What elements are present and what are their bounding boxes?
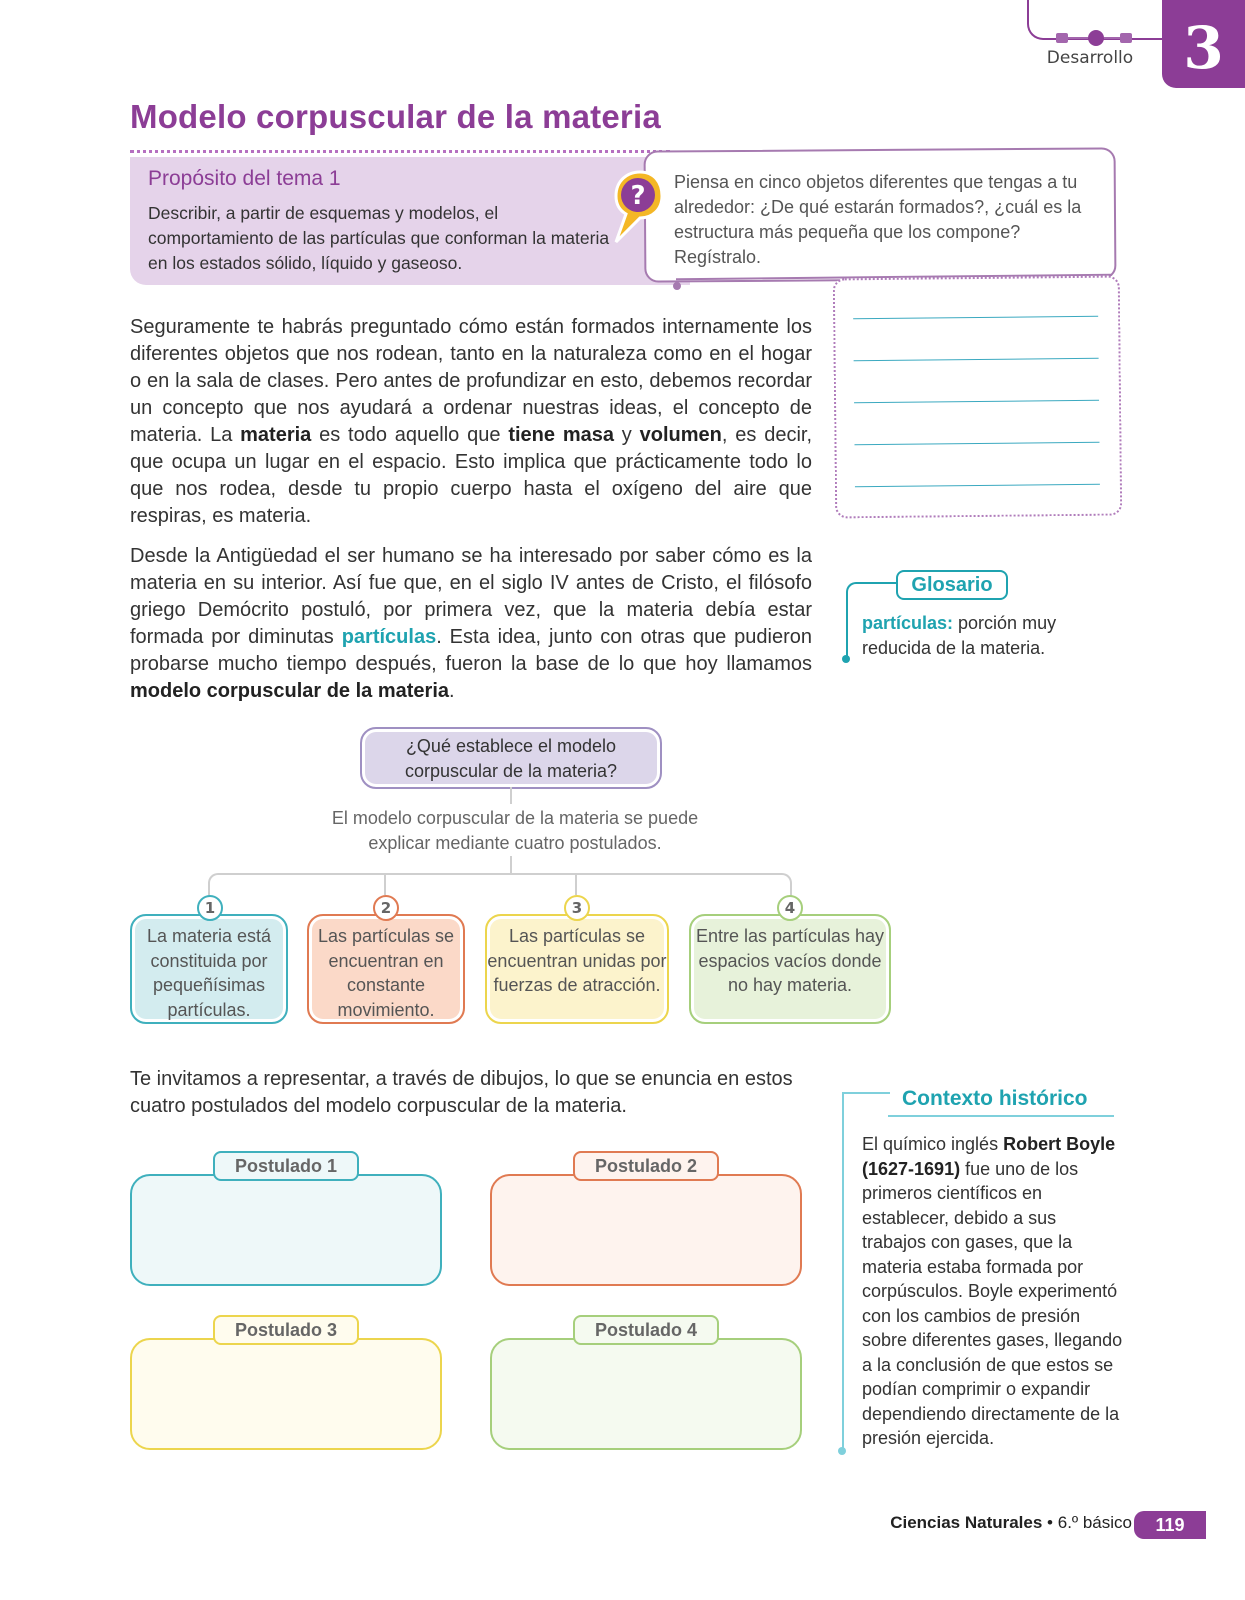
answer-line[interactable] — [854, 358, 1099, 362]
postulate-number-badge: 3 — [564, 895, 590, 921]
question-text: Piensa en cinco objetos diferentes que tengas a tu alrededor: ¿De qué estarán formados?, ¿cuál es la estructura más pequeña que los compone? Regístralo. — [674, 172, 1082, 267]
drawing-label-4: Postulado 4 — [573, 1315, 719, 1345]
paragraph-text: . Esta idea, junto con otras que pudieron probarse mucho tiempo después, fueron la base de lo que hoy llamamos — [130, 626, 812, 675]
drawing-area-3[interactable] — [130, 1338, 442, 1450]
drawing-area-1[interactable] — [130, 1174, 442, 1286]
postulate-text: Las partículas se encuentran en constante movimiento. — [317, 926, 455, 1020]
context-title: Contexto histórico — [902, 1087, 1088, 1110]
paragraph-text: Desde la Antigüedad el ser humano se ha interesado por saber cómo es la materia en su interior. Así fue que, en el siglo IV antes de Cristo, el filósofo griego Demócrito postuló, por primera vez, que la materia debía estar formada por diminutas — [130, 545, 812, 648]
connector-line — [510, 787, 512, 804]
connector-dot — [673, 282, 681, 290]
drawing-area-2[interactable] — [490, 1174, 802, 1286]
glossary-definition: porción muy reducida de la materia. — [862, 613, 1057, 658]
term-modelo-corpuscular: modelo corpuscular de la materia — [130, 680, 449, 702]
page-number: 119 — [1134, 1511, 1206, 1539]
connector-line — [510, 856, 512, 873]
question-bubble-icon — [612, 170, 664, 244]
postulate-number-badge: 4 — [777, 895, 803, 921]
footer-book-info — [870, 1513, 1132, 1533]
context-intro: El químico inglés — [862, 1134, 1004, 1154]
postulate-number-badge: 2 — [373, 895, 399, 921]
postulate-number-badge: 1 — [197, 895, 223, 921]
answer-line[interactable] — [854, 400, 1099, 404]
section-label: Desarrollo — [1046, 48, 1134, 68]
term-volumen: volumen — [639, 424, 722, 446]
glossary-entry — [862, 611, 1082, 661]
paragraph-text: es todo aquello que — [311, 424, 509, 446]
purpose-text: Describir, a partir de esquemas y modelos, el comportamiento de las partículas que conforman la materia en los estados sólido, líquido y gaseoso. — [148, 203, 610, 273]
answer-line[interactable] — [854, 442, 1099, 446]
svg-text:?: ? — [630, 181, 646, 211]
context-body: fue uno de los primeros científicos en establecer, debido a sus trabajos con gases, que la materia estaba formada por corpúsculos. Boyle experimentó con los cambios de presión sobre diferentes gases, llegando a la conclusión de que estos se podían comprimir o expandir dependiendo directamente de la presión ejercida. — [862, 1158, 1123, 1448]
glossary-dot — [842, 655, 850, 663]
page-title: Modelo corpuscular de la materia — [130, 98, 661, 135]
footer-grade: 6.º básico — [1057, 1513, 1132, 1532]
drawing-area-4[interactable] — [490, 1338, 802, 1450]
postulate-text: La materia está constituida por pequeñísimas partículas. — [146, 926, 272, 1020]
concept-question: ¿Qué establece el modelo corpuscular de la materia? — [404, 736, 618, 781]
concept-question-box — [360, 727, 662, 789]
context-dates: (1627-1691) — [862, 1158, 961, 1179]
concept-subtitle: El modelo corpuscular de la materia se puede explicar mediante cuatro postulados. — [331, 808, 699, 853]
paragraph-text: . — [449, 680, 455, 702]
term-materia: materia — [240, 424, 312, 446]
paragraph-text: , es decir, que ocupa un lugar en el espacio. Esto implica que prácticamente todo lo que nos rodea, desde tu propio cuerpo hasta el oxígeno del aire que respiras, es materia. — [130, 424, 812, 527]
paragraph-text: y — [613, 424, 640, 446]
drawing-label-1: Postulado 1 — [213, 1151, 359, 1181]
answer-line[interactable] — [853, 316, 1098, 320]
context-name: Robert Boyle — [1003, 1134, 1116, 1154]
term-masa: tiene masa — [508, 424, 614, 446]
title-divider — [130, 150, 670, 153]
glossary-term: partículas: — [862, 613, 954, 633]
connector-line — [384, 873, 386, 895]
glossary-title: Glosario — [896, 570, 1008, 600]
progress-dots — [1056, 30, 1156, 46]
context-dot — [838, 1447, 846, 1455]
footer-subject: Ciencias Naturales — [890, 1513, 1043, 1532]
postulate-box-4 — [689, 914, 891, 1024]
drawing-label-3: Postulado 3 — [213, 1315, 359, 1345]
answer-line[interactable] — [855, 484, 1100, 488]
postulate-box-1 — [130, 914, 288, 1024]
paragraph-text: Seguramente te habrás preguntado cómo están formados internamente los diferentes objetos que nos rodean, tanto en la naturaleza como en el hogar o en la sala de clases. Pero antes de profundizar en esto, debemos recordar un concepto que nos ayudará a ordenar nuestras ideas, el concepto de materia. La — [130, 316, 812, 446]
drawing-label-2: Postulado 2 — [573, 1151, 719, 1181]
context-text — [862, 1132, 1124, 1451]
chapter-number-tab: 3 — [1162, 0, 1245, 88]
term-particulas: partículas — [341, 626, 437, 648]
postulate-box-3 — [485, 914, 669, 1024]
postulate-text: Las partículas se encuentran unidas por fuerzas de atracción. — [487, 926, 667, 995]
connector-bracket — [208, 873, 792, 897]
footer-separator: • — [1042, 1513, 1058, 1532]
history-paragraph — [130, 543, 812, 705]
postulate-box-2 — [307, 914, 465, 1024]
answer-lines-box[interactable] — [833, 276, 1122, 519]
purpose-heading: Propósito del tema 1 — [148, 167, 341, 190]
postulate-text: Entre las partículas hay espacios vacíos donde no hay materia. — [695, 926, 885, 995]
activity-instructions: Te invitamos a representar, a través de dibujos, lo que se enuncia en estos cuatro postulados del modelo corpuscular de la materia. — [130, 1068, 793, 1117]
connector-line — [575, 873, 577, 895]
intro-paragraph — [130, 314, 812, 530]
